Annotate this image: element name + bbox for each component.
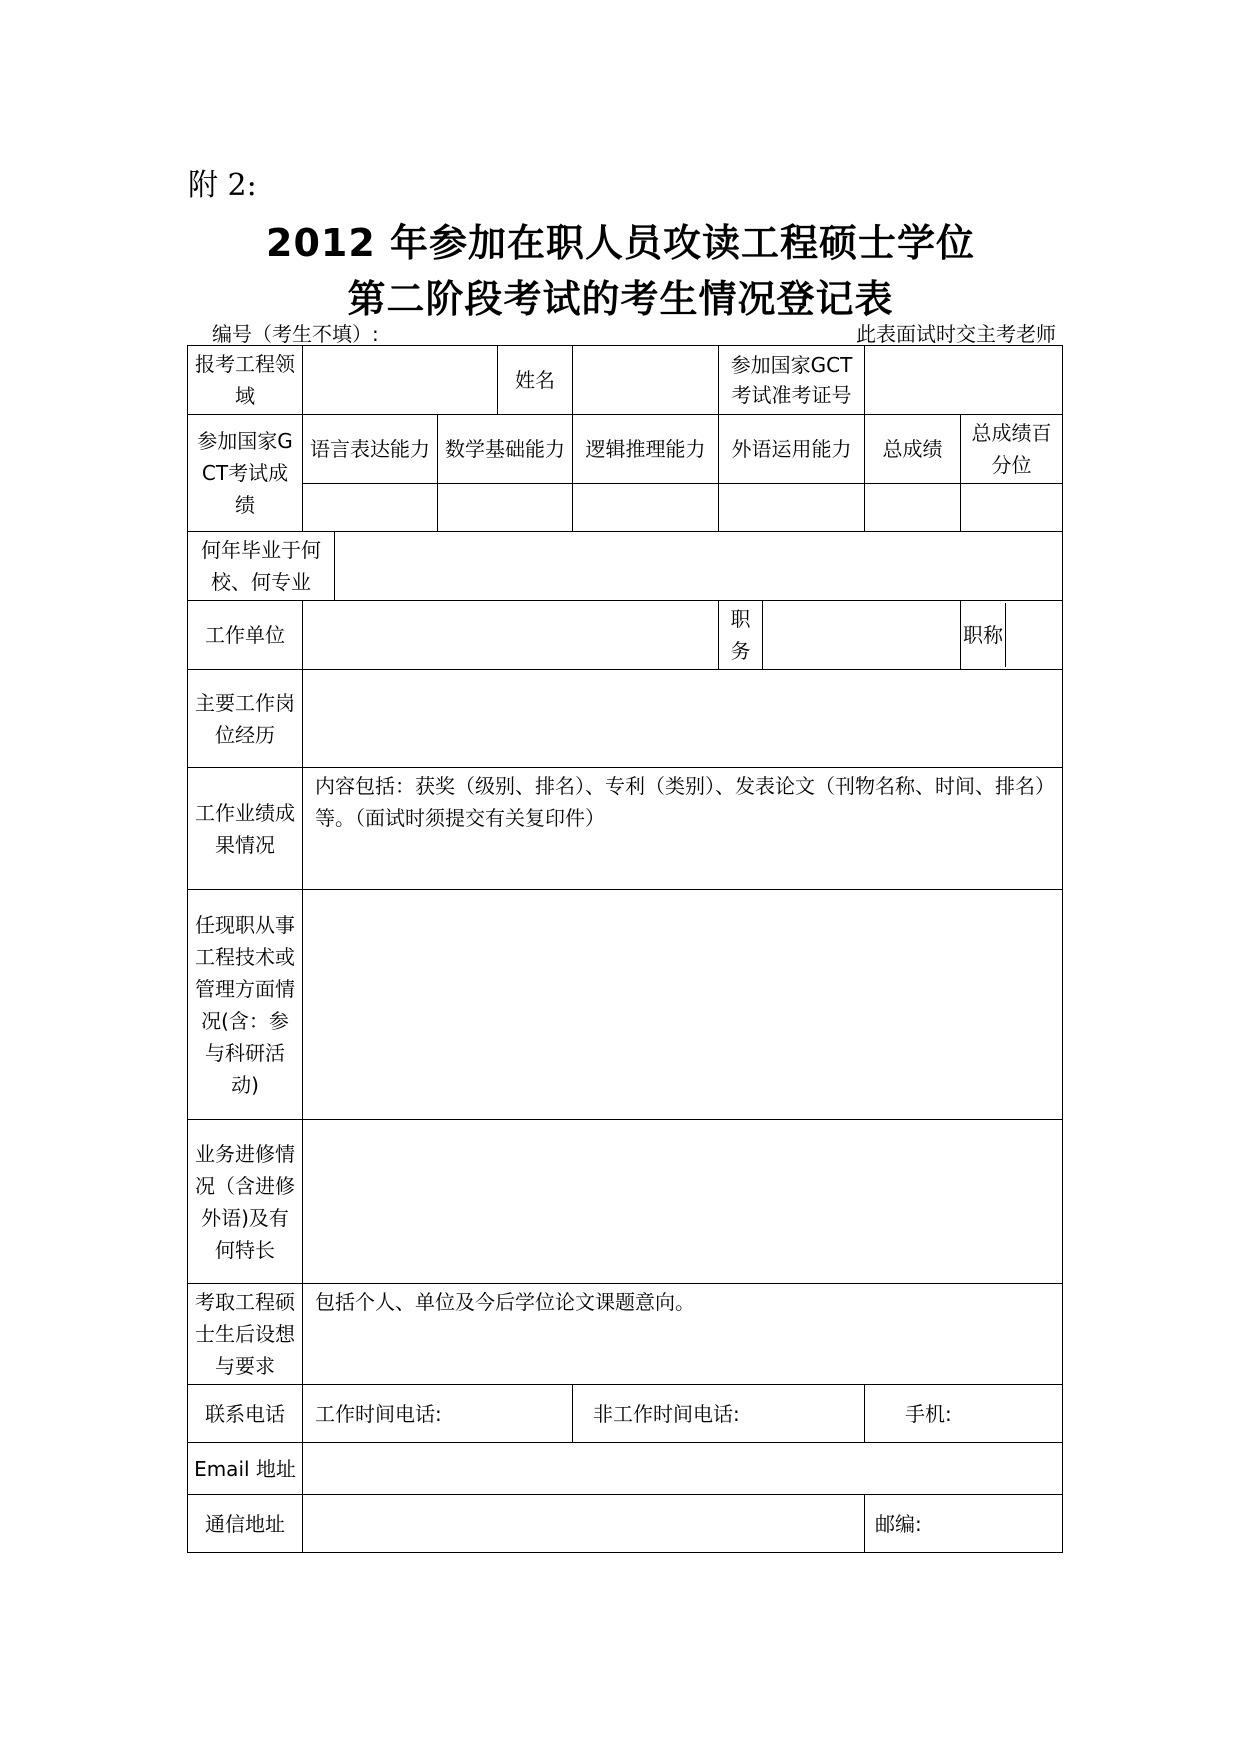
serial-number-label: 编号（考生不填）: xyxy=(212,322,379,346)
engineering-experience-label: 任现职从事工程技术或管理方面情况(含：参与科研活动) xyxy=(188,890,303,1120)
field-value[interactable] xyxy=(303,346,498,415)
submission-note: 此表面试时交主考老师 xyxy=(856,322,1056,346)
duty-label: 职务 xyxy=(719,601,763,670)
achievements-hint[interactable]: 内容包括：获奖（级别、排名）、专利（类别）、发表论文（刊物名称、时间、排名）等。（面试时须提交有关复印件） xyxy=(303,768,1063,890)
work-history-label: 主要工作岗位经历 xyxy=(188,670,303,768)
form-title-line-2: 第二阶段考试的考生情况登记表 xyxy=(347,277,894,321)
score-col-logic: 逻辑推理能力 xyxy=(573,415,719,484)
training-label: 业务进修情况（含进修外语)及有何特长 xyxy=(188,1120,303,1284)
annex-label: 附 2: xyxy=(188,168,257,203)
work-phone-label[interactable]: 工作时间电话: xyxy=(303,1385,573,1443)
score-col-percentile: 总成绩百分位 xyxy=(961,415,1063,484)
email-label: Email 地址 xyxy=(188,1443,303,1495)
mobile-label[interactable]: 手机: xyxy=(865,1385,1063,1443)
score-foreign-language-value[interactable] xyxy=(719,484,865,532)
score-language-value[interactable] xyxy=(303,484,438,532)
achievements-label: 工作业绩成果情况 xyxy=(188,768,303,890)
employer-label: 工作单位 xyxy=(188,601,303,670)
score-math-value[interactable] xyxy=(438,484,573,532)
other-phone-label[interactable]: 非工作时间电话: xyxy=(573,1385,865,1443)
form-title-line-1: 2012 年参加在职人员攻读工程硕士学位 xyxy=(266,221,975,265)
plans-hint[interactable]: 包括个人、单位及今后学位论文课题意向。 xyxy=(303,1284,1063,1385)
duty-value[interactable] xyxy=(763,601,961,670)
registration-form-table xyxy=(187,345,1063,1553)
training-value[interactable] xyxy=(303,1120,1063,1284)
gct-id-value[interactable] xyxy=(865,346,1063,415)
phone-label: 联系电话 xyxy=(188,1385,303,1443)
engineering-experience-value[interactable] xyxy=(303,890,1063,1120)
gct-score-label: 参加国家GCT考试成绩 xyxy=(188,415,303,532)
score-percentile-value[interactable] xyxy=(961,484,1063,532)
title-rank-label: 职称 xyxy=(961,603,1006,667)
address-value[interactable] xyxy=(303,1495,865,1553)
score-logic-value[interactable] xyxy=(573,484,719,532)
gct-id-label: 参加国家GCT考试准考证号 xyxy=(719,346,865,415)
score-col-total: 总成绩 xyxy=(865,415,961,484)
score-total-value[interactable] xyxy=(865,484,961,532)
title-rank-cell[interactable] xyxy=(961,601,1063,670)
postcode-label[interactable]: 邮编: xyxy=(865,1495,1063,1553)
field-label: 报考工程领域 xyxy=(188,346,303,415)
work-history-value[interactable] xyxy=(303,670,1063,768)
address-label: 通信地址 xyxy=(188,1495,303,1553)
name-label: 姓名 xyxy=(498,346,573,415)
name-value[interactable] xyxy=(573,346,719,415)
score-col-math: 数学基础能力 xyxy=(438,415,573,484)
plans-label: 考取工程硕士生后设想与要求 xyxy=(188,1284,303,1385)
graduation-label: 何年毕业于何校、何专业 xyxy=(188,532,335,601)
score-col-language: 语言表达能力 xyxy=(303,415,438,484)
title-rank-value[interactable] xyxy=(1006,603,1062,667)
score-col-foreign-language: 外语运用能力 xyxy=(719,415,865,484)
email-value[interactable] xyxy=(303,1443,1063,1495)
employer-value[interactable] xyxy=(303,601,719,670)
graduation-value[interactable] xyxy=(335,532,1063,601)
